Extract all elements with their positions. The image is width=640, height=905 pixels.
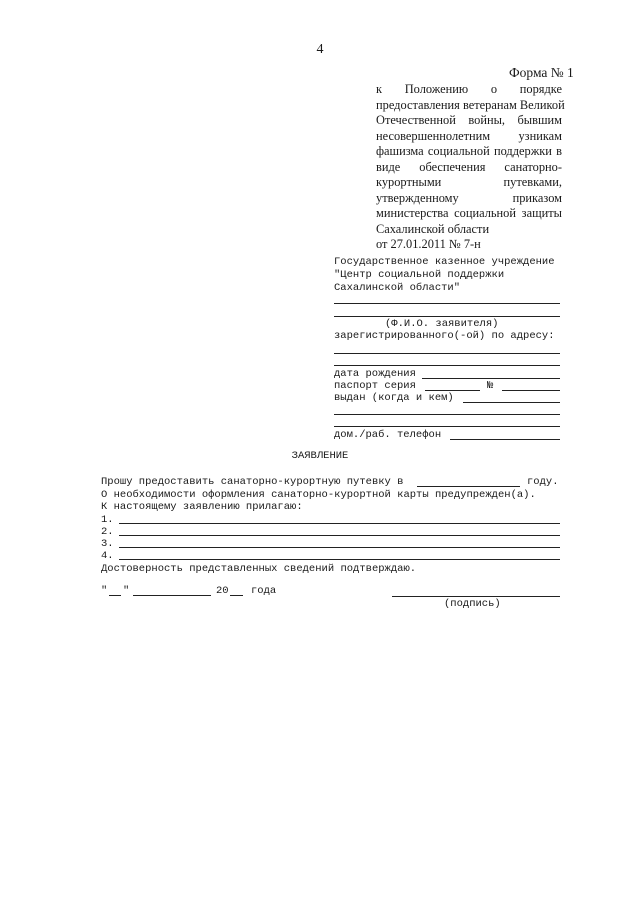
attachment-number: 1. [101,514,114,526]
attachment-number: 3. [101,538,114,550]
regulation-line: Отечественной войны, бывшим [376,113,562,127]
passport-number-sign: № [487,380,494,392]
attachment-line[interactable] [119,547,560,548]
attachments-label: К настоящему заявлению прилагаю: [101,501,303,513]
addressee-region: Сахалинской области" [334,282,461,294]
issued-by-label: выдан (когда и кем) [334,392,454,404]
attachment-line[interactable] [119,559,560,560]
resort-card-notice: О необходимости оформления санаторно-курортной карты предупрежден(а). [101,489,536,501]
regulation-line: фашизма социальной поддержки в [376,144,562,158]
issued-by-line[interactable] [334,414,560,415]
regulation-line: утвержденному приказом [376,190,562,205]
regulation-line: курортными путевками, [376,175,562,189]
regulation-line: министерства социальной защиты [376,206,562,220]
date-day-line[interactable] [109,595,121,596]
date-close-quote: " [123,585,130,597]
confirmation-text: Достоверность представленных сведений подтверждаю. [101,563,417,575]
request-text: Прошу предоставить санаторно-курортную путевку в [101,476,404,488]
passport-series-label: паспорт серия [334,380,416,392]
page-number: 4 [316,42,324,57]
birth-date-line[interactable] [422,378,560,379]
form-number: Форма № 1 [509,65,574,80]
issued-by-line[interactable] [334,426,560,427]
request-year-line[interactable] [417,486,520,487]
attachment-line[interactable] [119,535,560,536]
birth-date-label: дата рождения [334,368,416,380]
regulation-reference [376,82,565,253]
registered-address-label: зарегистрированного(-ой) по адресу: [334,330,555,342]
address-line[interactable] [334,365,560,366]
request-year-suffix: году. [527,476,559,488]
address-line[interactable] [334,353,560,354]
attachment-line[interactable] [119,523,560,524]
passport-series-line[interactable] [425,390,480,391]
regulation-line: от 27.01.2011 № 7-н [376,237,481,251]
date-year-line[interactable] [230,595,243,596]
signature-line[interactable] [392,596,560,597]
applicant-name-caption: (Ф.И.О. заявителя) [385,318,499,330]
document-title: ЗАЯВЛЕНИЕ [291,450,349,462]
attachment-number: 2. [101,526,114,538]
date-year-suffix: года [251,585,277,597]
regulation-line: виде обеспечения санаторно- [376,159,562,174]
date-month-line[interactable] [133,595,211,596]
phone-label: дом./раб. телефон [334,429,442,441]
signature-caption: (подпись) [444,598,501,610]
regulation-line: Сахалинской области [376,221,490,236]
passport-number-line[interactable] [502,390,560,391]
issued-by-line[interactable] [463,402,560,403]
regulation-line: к Положению о порядке [376,82,562,96]
phone-line[interactable] [450,439,560,440]
applicant-name-line[interactable] [334,303,560,304]
addressee-institution: Государственное казенное учреждение [334,256,555,268]
regulation-line: предоставления ветеранам Великой [376,97,565,112]
addressee-institution-name: "Центр социальной поддержки [334,269,505,281]
regulation-line: несовершеннолетним узникам [376,128,562,143]
applicant-name-line[interactable] [334,316,560,317]
date-open-quote: " [101,585,108,597]
attachment-number: 4. [101,550,114,562]
date-year-prefix: 20 [216,585,229,597]
